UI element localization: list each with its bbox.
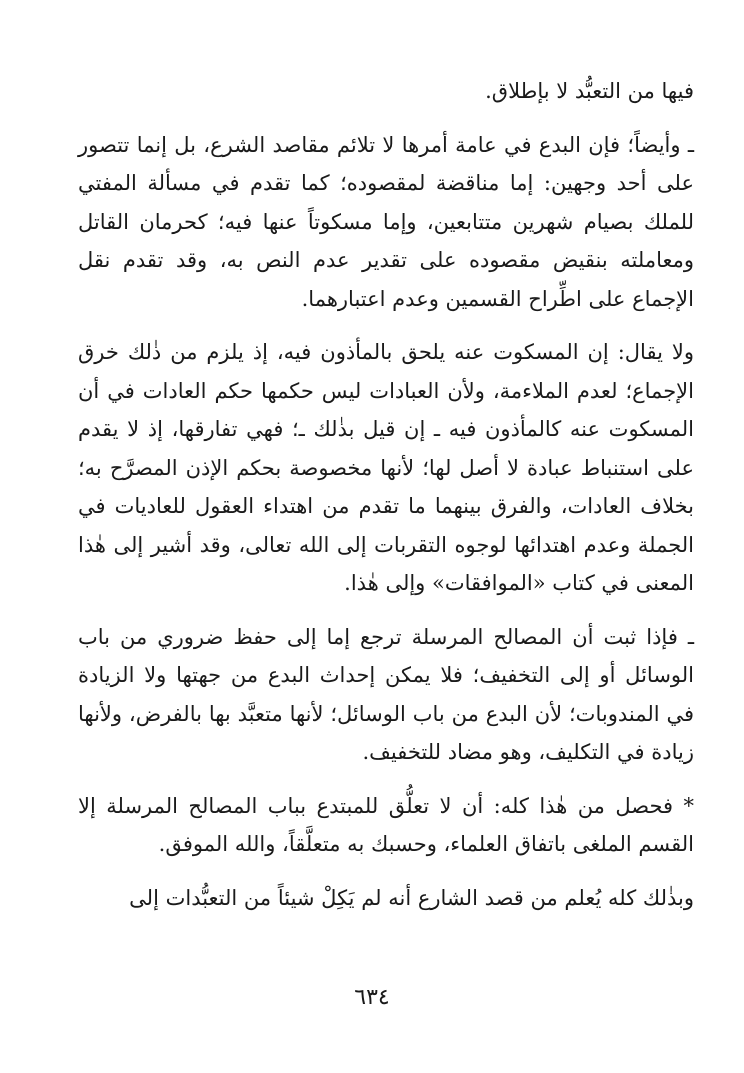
paragraph-public-interests: ـ فإذا ثبت أن المصالح المرسلة ترجع إما إلى حفظ ضروري من باب الوسائل أو إلى التخفيف؛ فلا يمكن إحداث البدع من جهتها ولا الزيادة في المندوبات؛ لأن البدع من باب الوسائل؛ لأنها متعبَّد بها بالفرض، ولأنها زيادة في التكليف، وهو مضاد للتخفيف. — [78, 624, 694, 764]
paragraph-final-continuation: وبذٰلك كله يُعلم من قصد الشارع أنه لم يَكِلْ شيئاً من التعبُّدات إلى — [129, 885, 694, 910]
paragraph-conclusion: * فحصل من هٰذا كله: أن لا تعلُّق للمبتدع بباب المصالح المرسلة إلا القسم الملغى باتفاق العلماء، وحسبك به متعلَّقاً، والله الموفق. — [78, 793, 694, 856]
body-text — [78, 72, 694, 917]
paragraph-continuation: فيها من التعبُّد لا بإطلاق. — [485, 79, 694, 103]
paragraph-silent-matters: ولا يقال: إن المسكوت عنه يلحق بالمأذون فيه، إذ يلزم من ذٰلك خرق الإجماع؛ لعدم الملاءمة، ولأن العبادات ليس حكمها حكم العادات في أن المسكوت عنه كالمأذون فيه ـ إن قيل بذٰلك ـ؛ فهي تفارقها، إذ لا يقدم على استنباط عبادة لا أصل لها؛ لأنها مخصوصة بحكم الإذن المصرَّح به؛ بخلاف العادات، والفرق بينهما ما تقدم من اهتداء العقول للعاديات في الجملة وعدم اهتدائها لوجوه التقربات إلى الله تعالى، وقد أشير إلى هٰذا المعنى في كتاب «الموافقات» وإلى هٰذا. — [78, 340, 694, 595]
page-number: ٦٣٤ — [354, 985, 390, 1010]
paragraph-innovations-contradict-sharia: ـ وأيضاً؛ فإن البدع في عامة أمرها لا تلائم مقاصد الشرع، بل إنما تتصور على أحد وجهين: إما مناقضة لمقصوده؛ كما تقدم في مسألة المفتي للملك بصيام شهرين متتابعين، وإما مسكوتاً عنها فيه؛ كحرمان القاتل ومعاملته بنقيض مقصوده على تقدير عدم النص به، وقد تقدم نقل الإجماع على اطِّراح القسمين وعدم اعتبارهما. — [78, 132, 694, 311]
